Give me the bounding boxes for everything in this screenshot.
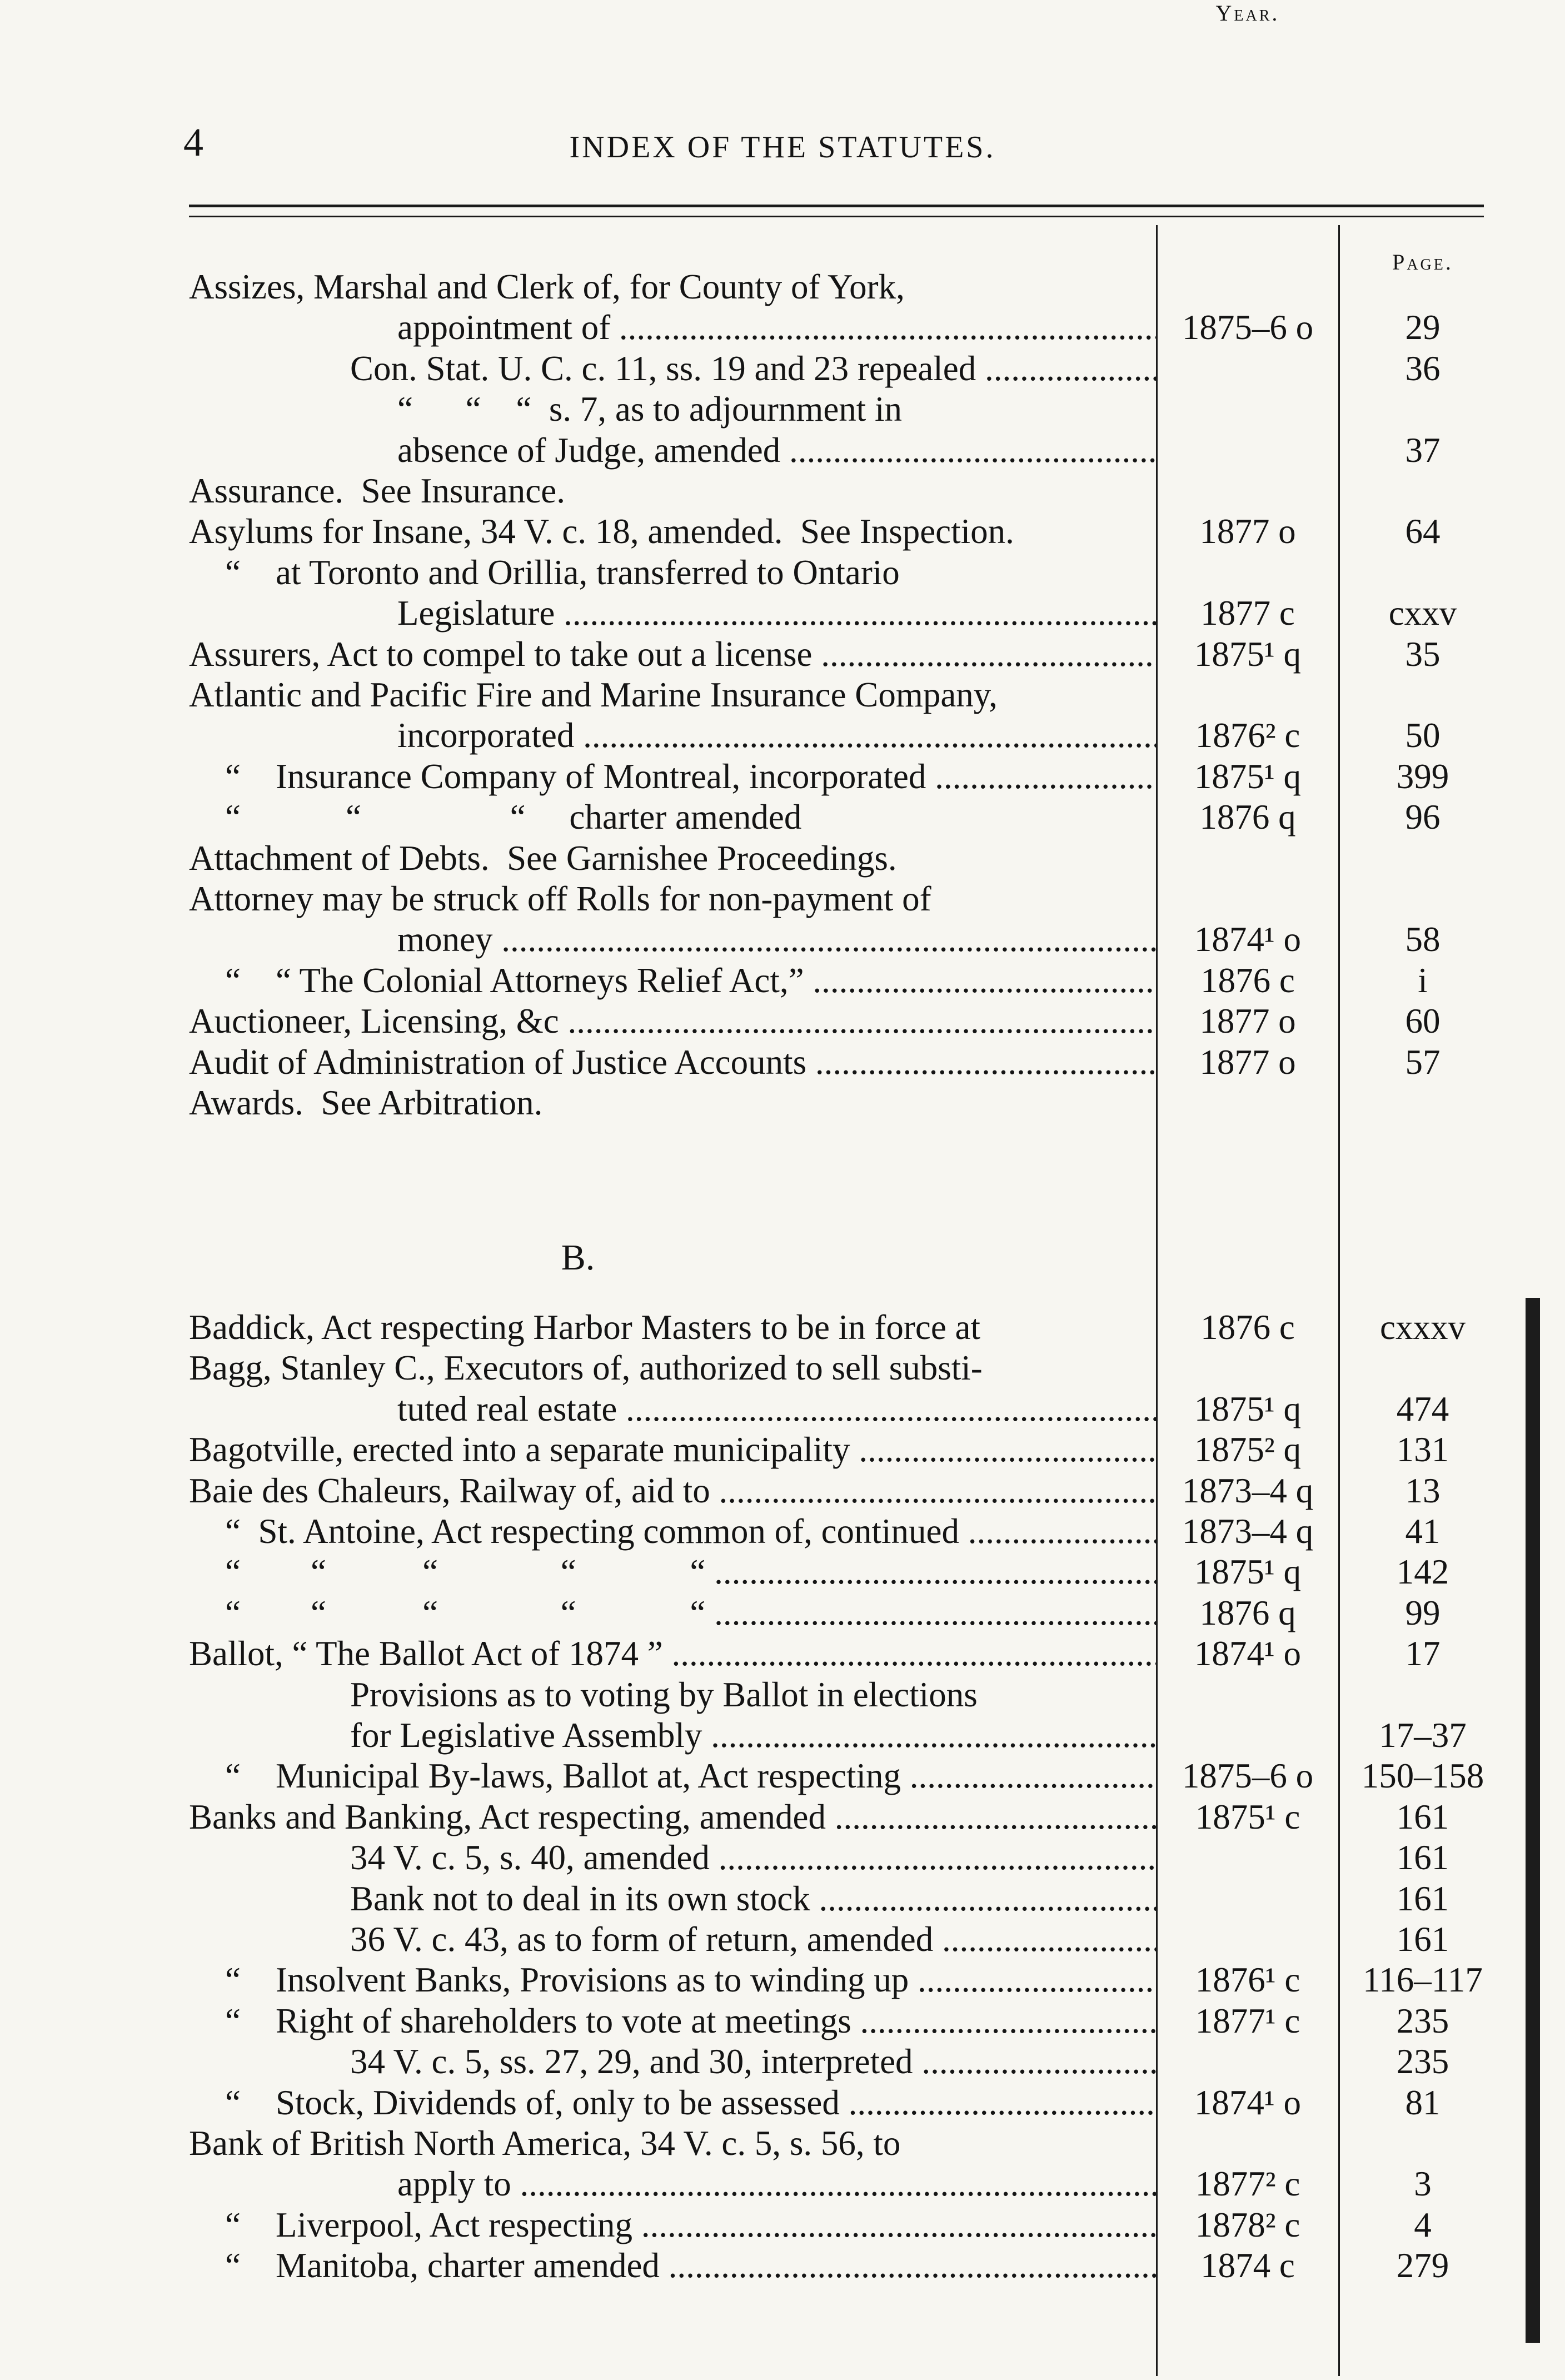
entry-page: 50: [1405, 716, 1441, 755]
entry-page: 235: [1396, 2001, 1449, 2040]
entry-text: incorporated: [397, 716, 575, 755]
page-column-header: Page.: [1392, 250, 1453, 275]
entry-page: 4: [1414, 2205, 1432, 2244]
index-entry-row: [0, 1307, 1565, 1347]
entry-page: 81: [1405, 2083, 1441, 2122]
entry-subject: [225, 960, 1156, 1000]
entry-subject: [225, 797, 1156, 837]
entry-text: appointment of: [397, 308, 611, 347]
entry-year: 1875² q: [1194, 1430, 1302, 1470]
entry-subject: [225, 1593, 1156, 1633]
entry-year: 1875¹ q: [1194, 1389, 1302, 1428]
entry-text: Attachment of Debts. See Garnishee Proceedings.: [189, 838, 897, 878]
entry-text: 36 V. c. 43, as to form of return, amended: [350, 1920, 934, 1959]
index-entry-row: [0, 552, 1565, 592]
entry-text: “ Stock, Dividends of, only to be assessed: [225, 2083, 840, 2122]
entry-subject: [189, 634, 1156, 674]
index-entry-row: [0, 1675, 1565, 1715]
entry-page: 99: [1405, 1593, 1441, 1632]
entry-text: “ Right of shareholders to vote at meetings: [225, 2001, 851, 2040]
entry-page: cxxv: [1388, 594, 1457, 633]
entry-subject: [397, 389, 1156, 429]
entry-subject: [225, 1552, 1156, 1592]
entry-page: 13: [1405, 1471, 1441, 1510]
index-entry-row: [0, 1471, 1565, 1511]
entry-page: cxxxv: [1380, 1308, 1466, 1347]
index-entry-row: [0, 1797, 1565, 1837]
entry-text: “ St. Antoine, Act respecting common of, continued: [225, 1512, 960, 1551]
entry-page: 131: [1396, 1430, 1449, 1470]
entry-text: “ “ The Colonial Attorneys Relief Act,”: [225, 960, 804, 1000]
entry-year: 1876 c: [1200, 960, 1295, 1000]
entry-subject: [189, 1001, 1156, 1041]
entry-text: absence of Judge, amended: [397, 430, 781, 470]
index-entry-row: [0, 1634, 1565, 1674]
entry-page: 474: [1396, 1389, 1449, 1428]
index-entry-row: [0, 1715, 1565, 1755]
entry-text: “ at Toronto and Orillia, transferred to Ontario: [225, 552, 900, 592]
index-entry-row: [0, 348, 1565, 389]
index-entry-row: [0, 756, 1565, 796]
entry-subject: [189, 1083, 1156, 1123]
entry-subject: [189, 675, 1156, 715]
entry-subject: [397, 593, 1156, 633]
entry-subject: [350, 1715, 1156, 1755]
running-title: INDEX OF THE STATUTES.: [569, 130, 996, 165]
entry-subject: [189, 838, 1156, 878]
entry-text: Bagg, Stanley C., Executors of, authorized to sell substi-: [189, 1348, 983, 1388]
entry-year: 1876¹ c: [1195, 1960, 1300, 2000]
entry-subject: [225, 1511, 1156, 1551]
entry-page: 399: [1396, 756, 1449, 796]
entry-subject: [189, 267, 1156, 307]
index-entry-row: [0, 2205, 1565, 2245]
entry-page: 3: [1414, 2164, 1432, 2204]
entry-page: 35: [1405, 634, 1441, 674]
entry-year: 1877¹ c: [1195, 2001, 1300, 2040]
entry-page: 161: [1396, 1797, 1449, 1836]
entry-subject: [225, 2001, 1156, 2041]
entry-page: 58: [1405, 920, 1441, 959]
entry-page: 57: [1405, 1042, 1441, 1082]
entry-year: 1877 c: [1200, 594, 1295, 633]
entry-text: 34 V. c. 5, s. 40, amended: [350, 1838, 710, 1878]
entry-year: 1875¹ c: [1195, 1797, 1300, 1836]
index-entry-row: [0, 2001, 1565, 2041]
entry-page: 161: [1396, 1879, 1449, 1918]
entry-page: 161: [1396, 1920, 1449, 1959]
index-entry-row: [0, 675, 1565, 715]
entry-text: Bagotville, erected into a separate municipality: [189, 1430, 850, 1470]
entry-year: 1874¹ o: [1194, 1634, 1302, 1674]
index-entry-row: [0, 307, 1565, 347]
index-entry-row: [0, 267, 1565, 307]
entry-year: 1877 o: [1199, 1002, 1296, 1041]
entry-text: Auctioneer, Licensing, &c: [189, 1002, 559, 1041]
entry-page: i: [1418, 960, 1428, 1000]
entry-text: Baie des Chaleurs, Railway of, aid to: [189, 1471, 710, 1510]
entry-text: tuted real estate: [397, 1389, 617, 1428]
entry-subject: [225, 552, 1156, 592]
entry-year: 1877 o: [1199, 512, 1296, 551]
entry-year: 1878² c: [1195, 2205, 1300, 2244]
index-entry-row: [0, 797, 1565, 837]
entry-text: apply to: [397, 2164, 511, 2204]
entry-page: 96: [1405, 798, 1441, 837]
entry-text: “ “ “ charter amended: [225, 798, 802, 837]
entry-year: 1875¹ q: [1194, 634, 1302, 674]
entry-page: 150–158: [1361, 1756, 1484, 1796]
entry-subject: [189, 879, 1156, 919]
entry-text: Asylums for Insane, 34 V. c. 18, amended. See Inspection.: [189, 512, 1014, 551]
entry-subject: [397, 2164, 1156, 2204]
entry-page: 161: [1396, 1838, 1449, 1878]
entry-year: 1873–4 q: [1182, 1512, 1314, 1551]
entry-text: Banks and Banking, Act respecting, amended: [189, 1797, 826, 1836]
index-entry-row: [0, 1511, 1565, 1551]
header-rule-thin: [189, 216, 1484, 217]
index-entry-row: [0, 1960, 1565, 2000]
entry-year: 1874 c: [1200, 2246, 1295, 2286]
index-entry-row: [0, 1042, 1565, 1082]
entry-subject: [189, 1430, 1156, 1470]
index-entry-row: [0, 715, 1565, 755]
entry-text: “ “ “ “ “: [225, 1593, 706, 1632]
entry-text: “ “ “ “ “: [225, 1552, 706, 1592]
header-rule-thick: [189, 205, 1484, 207]
entry-subject: [225, 1960, 1156, 2000]
entry-text: Assurers, Act to compel to take out a license: [189, 634, 813, 674]
entry-text: Provisions as to voting by Ballot in elections: [350, 1675, 978, 1714]
entry-subject: [350, 1675, 1156, 1715]
entry-page: 17–37: [1379, 1716, 1467, 1755]
entry-subject: [397, 430, 1156, 470]
entry-page: 29: [1405, 308, 1441, 347]
index-entry-row: [0, 1552, 1565, 1592]
entry-year: 1877 o: [1199, 1042, 1296, 1082]
index-entry-row: [0, 1430, 1565, 1470]
entry-subject: [189, 2123, 1156, 2163]
entry-text: “ Insolvent Banks, Provisions as to winding up: [225, 1960, 909, 2000]
index-entry-row: [0, 1083, 1565, 1123]
entry-subject: [350, 1919, 1156, 1959]
entry-page: 60: [1405, 1002, 1441, 1041]
entry-page: 116–117: [1363, 1960, 1483, 2000]
index-entry-row: [0, 511, 1565, 551]
entry-subject: [225, 2245, 1156, 2286]
entry-text: for Legislative Assembly: [350, 1716, 702, 1755]
index-entry-row: [0, 1348, 1565, 1388]
entry-text: money: [397, 920, 493, 959]
index-entry-row: [0, 430, 1565, 470]
index-entry-row: [0, 2042, 1565, 2082]
index-entry-row: [0, 1919, 1565, 1959]
entry-year: 1875–6 o: [1182, 308, 1314, 347]
entry-text: Baddick, Act respecting Harbor Masters to be in force at: [189, 1308, 981, 1347]
index-entry-row: [0, 593, 1565, 633]
entry-text: “ Municipal By-laws, Ballot at, Act respecting: [225, 1756, 901, 1796]
entry-text: “ Insurance Company of Montreal, incorporated: [225, 756, 926, 796]
index-entry-row: [0, 2083, 1565, 2123]
index-entry-row: [0, 1593, 1565, 1633]
entry-subject: [189, 511, 1156, 551]
index-entry-row: [0, 471, 1565, 511]
entry-text: Atlantic and Pacific Fire and Marine Insurance Company,: [189, 675, 998, 714]
entry-text: “ “ “ s. 7, as to adjournment in: [397, 390, 903, 429]
entry-subject: [397, 715, 1156, 755]
index-entry-row: [0, 1838, 1565, 1878]
index-entry-row: [0, 389, 1565, 429]
entry-text: Bank of British North America, 34 V. c. 5, s. 56, to: [189, 2124, 901, 2163]
entry-subject: [189, 1042, 1156, 1082]
entry-subject: [397, 919, 1156, 959]
entry-text: “ Liverpool, Act respecting: [225, 2205, 633, 2244]
entry-subject: [350, 1838, 1156, 1878]
entry-subject: [189, 1348, 1156, 1388]
index-entry-row: [0, 838, 1565, 878]
entry-year: 1875¹ q: [1194, 1552, 1302, 1592]
entry-subject: [350, 348, 1156, 389]
entry-year: 1875¹ q: [1194, 756, 1302, 796]
entry-year: 1876 q: [1199, 798, 1296, 837]
index-entry-row: [0, 1879, 1565, 1919]
entry-page: 142: [1396, 1552, 1449, 1592]
entry-page: 64: [1405, 512, 1441, 551]
entry-text: Con. Stat. U. C. c. 11, ss. 19 and 23 repealed: [350, 348, 976, 388]
entry-page: 41: [1405, 1512, 1441, 1551]
index-entry-row: [0, 1756, 1565, 1796]
index-entry-row: [0, 2123, 1565, 2163]
section-letter-b: B.: [561, 1237, 595, 1278]
entry-text: Audit of Administration of Justice Accounts: [189, 1042, 807, 1082]
entry-text: Ballot, “ The Ballot Act of 1874 ”: [189, 1634, 663, 1674]
index-entry-row: [0, 1389, 1565, 1429]
entry-text: Bank not to deal in its own stock: [350, 1879, 810, 1918]
index-entry-row: [0, 879, 1565, 919]
index-entry-row: [0, 960, 1565, 1000]
entry-subject: [397, 1389, 1156, 1429]
entry-text: “ Manitoba, charter amended: [225, 2246, 660, 2286]
entry-page: 279: [1396, 2246, 1449, 2286]
entry-subject: [189, 1797, 1156, 1837]
entry-text: Attorney may be struck off Rolls for non-payment of: [189, 879, 931, 918]
entry-subject: [189, 1634, 1156, 1674]
entry-subject: [225, 2083, 1156, 2123]
entry-year: 1876 q: [1199, 1593, 1296, 1632]
entry-subject: [225, 1756, 1156, 1796]
year-column-header: Year.: [1215, 1, 1280, 26]
entry-year: 1874¹ o: [1194, 2083, 1302, 2122]
entry-subject: [189, 1471, 1156, 1511]
index-entry-row: [0, 2245, 1565, 2286]
entry-text: Assurance. See Insurance.: [189, 471, 565, 510]
entry-page: 17: [1405, 1634, 1441, 1674]
entry-page: 37: [1405, 430, 1441, 470]
entry-year: 1874¹ o: [1194, 920, 1302, 959]
page-header: [0, 120, 1565, 170]
entry-page: 235: [1396, 2042, 1449, 2082]
index-entry-row: [0, 1001, 1565, 1041]
index-entry-row: [0, 2164, 1565, 2204]
entry-subject: [225, 2205, 1156, 2245]
page-number: 4: [183, 120, 203, 165]
index-entry-row: [0, 634, 1565, 674]
entry-text: Awards. See Arbitration.: [189, 1083, 543, 1122]
entry-text: Legislature: [397, 594, 555, 633]
entry-year: 1876² c: [1195, 716, 1300, 755]
entry-text: 34 V. c. 5, ss. 27, 29, and 30, interpreted: [350, 2042, 913, 2082]
entry-subject: [397, 307, 1156, 347]
entry-subject: [189, 471, 1156, 511]
entry-subject: [350, 2042, 1156, 2082]
entry-subject: [189, 1307, 1156, 1347]
entry-subject: [350, 1879, 1156, 1919]
entry-subject: [225, 756, 1156, 796]
entry-text: Assizes, Marshal and Clerk of, for County of York,: [189, 267, 905, 306]
entry-year: 1876 c: [1200, 1308, 1295, 1347]
entry-year: 1873–4 q: [1182, 1471, 1314, 1510]
entry-year: 1875–6 o: [1182, 1756, 1314, 1796]
entry-year: 1877² c: [1195, 2164, 1300, 2204]
entry-page: 36: [1405, 348, 1441, 388]
index-entry-row: [0, 919, 1565, 959]
